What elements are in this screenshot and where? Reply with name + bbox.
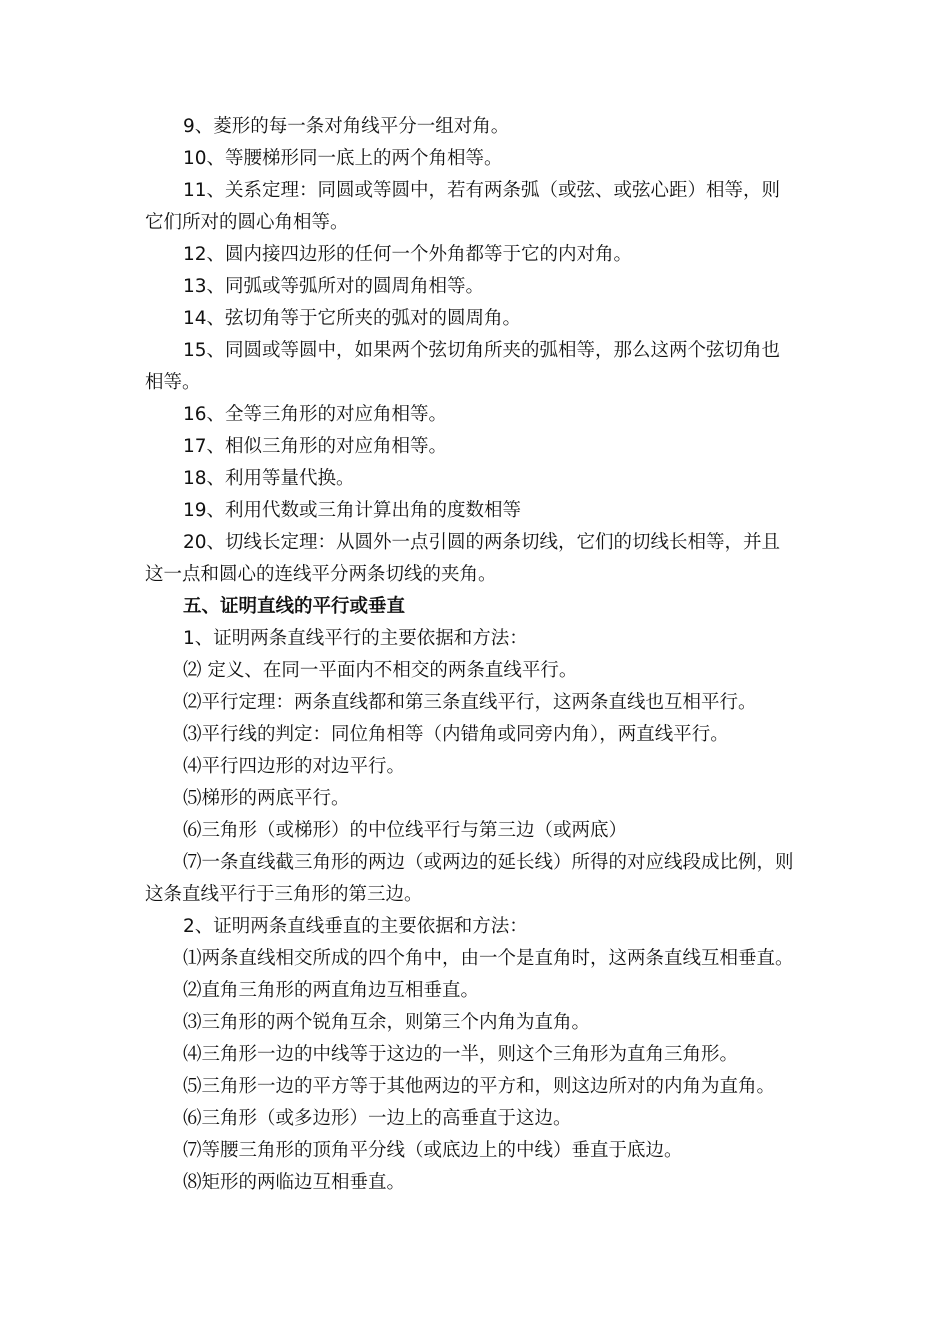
text-line: 1、证明两条直线平行的主要依据和方法： xyxy=(183,628,528,649)
text-line: 9、菱形的每一条对角线平分一组对角。 xyxy=(183,116,510,137)
text-line: ⑴两条直线相交所成的四个角中，由一个是直角时，这两条直线互相垂直。 xyxy=(183,948,794,969)
text-line: ⑶平行线的判定：同位角相等（内错角或同旁内角），两直线平行。 xyxy=(183,724,729,745)
text-line: 相等。 xyxy=(145,372,201,393)
text-line: 16、全等三角形的对应角相等。 xyxy=(183,404,448,425)
text-line: ⑵直角三角形的两直角边互相垂直。 xyxy=(183,980,480,1001)
text-line: ⑵平行定理：两条直线都和第三条直线平行，这两条直线也互相平行。 xyxy=(183,692,757,713)
text-line: 11、关系定理：同圆或等圆中，若有两条弧（或弦、或弦心距）相等，则 xyxy=(183,180,781,201)
text-line: 18、利用等量代换。 xyxy=(183,468,355,489)
text-line: 这条直线平行于三角形的第三边。 xyxy=(145,884,423,905)
text-line: ⑸梯形的两底平行。 xyxy=(183,788,350,809)
text-line: 14、弦切角等于它所夹的弧对的圆周角。 xyxy=(183,308,522,329)
text-line: ⑺一条直线截三角形的两边（或两边的延长线）所得的对应线段成比例，则 xyxy=(183,852,794,873)
text-line: 它们所对的圆心角相等。 xyxy=(145,212,349,233)
text-line: 2、证明两条直线垂直的主要依据和方法： xyxy=(183,916,528,937)
text-line: 13、同弧或等弧所对的圆周角相等。 xyxy=(183,276,485,297)
text-line: ⑺等腰三角形的顶角平分线（或底边上的中线）垂直于底边。 xyxy=(183,1140,683,1161)
text-line: ⑸三角形一边的平方等于其他两边的平方和，则这边所对的内角为直角。 xyxy=(183,1076,776,1097)
text-line: 这一点和圆心的连线平分两条切线的夹角。 xyxy=(145,564,497,585)
text-line: ⑻矩形的两临边互相垂直。 xyxy=(183,1172,406,1193)
text-line: ⑹三角形（或梯形）的中位线平行与第三边（或两底） xyxy=(183,820,628,841)
text-line: 12、圆内接四边形的任何一个外角都等于它的内对角。 xyxy=(183,244,633,265)
text-line: ⑹三角形（或多边形）一边上的高垂直于这边。 xyxy=(183,1108,572,1129)
text-line: ⑵ 定义、在同一平面内不相交的两条直线平行。 xyxy=(183,660,578,681)
text-line: 17、相似三角形的对应角相等。 xyxy=(183,436,448,457)
text-line: ⑷平行四边形的对边平行。 xyxy=(183,756,406,777)
text-line: ⑶三角形的两个锐角互余，则第三个内角为直角。 xyxy=(183,1012,591,1033)
text-line: ⑷三角形一边的中线等于这边的一半，则这个三角形为直角三角形。 xyxy=(183,1044,739,1065)
text-line: 10、等腰梯形同一底上的两个角相等。 xyxy=(183,148,503,169)
section-heading: 五、证明直线的平行或垂直 xyxy=(183,596,406,617)
text-line: 19、利用代数或三角计算出角的度数相等 xyxy=(183,500,522,521)
text-line: 15、同圆或等圆中，如果两个弦切角所夹的弧相等，那么这两个弦切角也 xyxy=(183,340,781,361)
document-body xyxy=(145,111,813,1199)
text-line: 20、切线长定理：从圆外一点引圆的两条切线，它们的切线长相等，并且 xyxy=(183,532,781,553)
